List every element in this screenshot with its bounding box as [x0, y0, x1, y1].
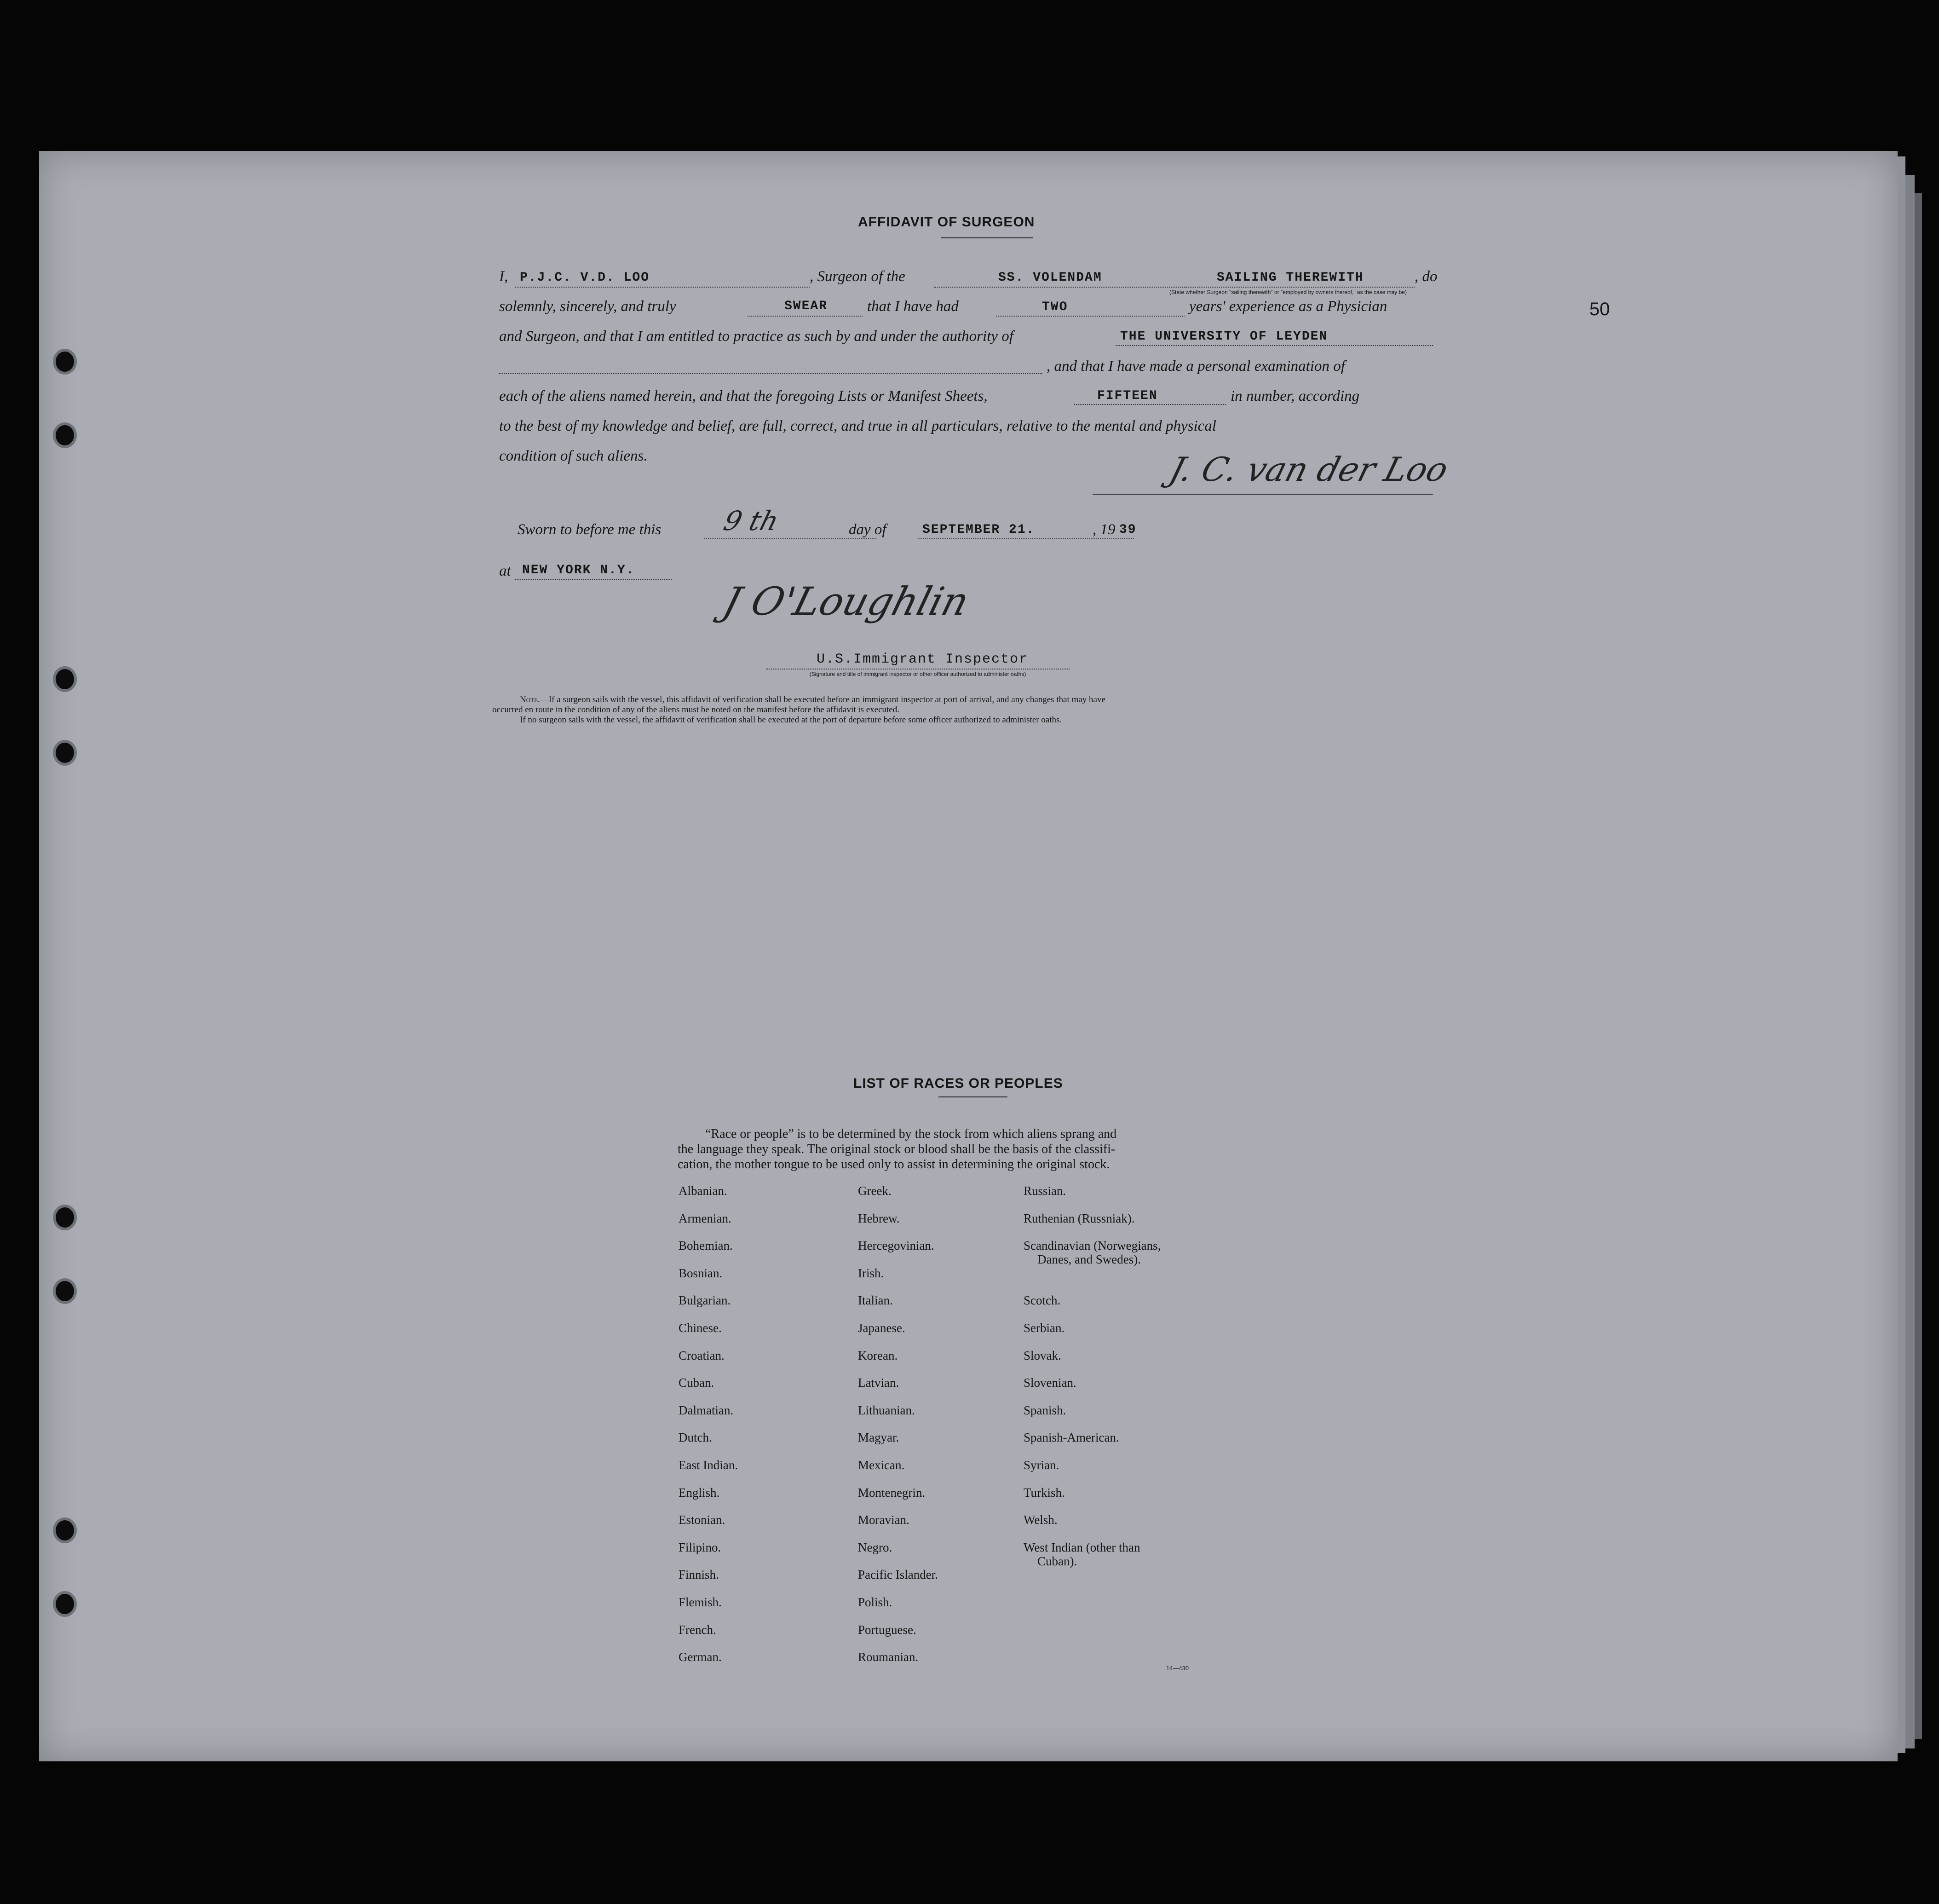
race-item: Bosnian.	[679, 1266, 723, 1280]
race-item: Irish.	[858, 1266, 884, 1280]
note-text: —If a surgeon sails with the vessel, this affidavit of verification shall be executed before an immigrant inspector at port of arrival, and any changes that may have	[540, 695, 1105, 704]
race-item: Cuban.	[679, 1376, 714, 1390]
race-item: Lithuanian.	[858, 1403, 915, 1417]
race-item: Dutch.	[679, 1431, 712, 1445]
page-number: 50	[1589, 299, 1610, 319]
race-item: Polish.	[858, 1595, 892, 1609]
sheets-line	[1074, 404, 1226, 405]
surgeon-name: P.J.C. V.D. LOO	[520, 271, 650, 285]
binder-hole	[53, 349, 77, 375]
races-rule	[938, 1096, 1007, 1097]
race-item: Slovenian.	[1024, 1376, 1076, 1390]
race-item: Slovak.	[1024, 1348, 1061, 1362]
race-item: Japanese.	[858, 1321, 905, 1335]
race-item: Bohemian.	[679, 1239, 733, 1253]
intro-text: the language they speak. The original stock or blood shall be the basis of the classifi-	[678, 1142, 1116, 1156]
day-line	[704, 538, 876, 539]
race-item: Latvian.	[858, 1376, 899, 1390]
affidavit-title: AFFIDAVIT OF SURGEON	[858, 214, 1035, 230]
authority-line	[1116, 345, 1433, 346]
sworn-month: SEPTEMBER 21.	[922, 523, 1035, 537]
race-item: Serbian.	[1024, 1321, 1065, 1335]
race-item: English.	[679, 1485, 720, 1500]
name-line	[515, 287, 810, 288]
affidavit-text: that I have had	[867, 298, 959, 315]
race-item: Magyar.	[858, 1431, 899, 1445]
sworn-place: NEW YORK N.Y.	[522, 563, 635, 577]
race-item: Portuguese.	[858, 1622, 916, 1637]
page-edge	[1905, 175, 1915, 1748]
race-item: Spanish-American.	[1024, 1431, 1119, 1445]
sworn-day: 9 th	[720, 505, 783, 537]
binder-hole	[53, 666, 77, 692]
race-item: East Indian.	[679, 1458, 738, 1472]
race-item: Dalmatian.	[679, 1403, 734, 1417]
races-intro	[678, 1126, 1257, 1172]
affidavit-text: , and that I have made a personal examination of	[1047, 358, 1345, 375]
intro-text: “Race or people” is to be determined by the stock from which aliens sprang and	[705, 1127, 1117, 1141]
race-item: Filipino.	[679, 1540, 721, 1554]
sheet-count: FIFTEEN	[1097, 389, 1158, 403]
binder-hole	[53, 1278, 77, 1304]
intro-text: cation, the mother tongue to be used only to assist in determining the original stock.	[678, 1157, 1110, 1171]
affidavit-text: I,	[499, 268, 508, 285]
affidavit-text: solemnly, sincerely, and truly	[499, 298, 676, 315]
years-line	[996, 316, 1185, 317]
inspector-title: U.S.Immigrant Inspector	[817, 652, 1029, 667]
race-item: Ruthenian (Russniak).	[1024, 1211, 1135, 1225]
race-item: Greek.	[858, 1184, 892, 1198]
race-item: Estonian.	[679, 1513, 725, 1527]
race-item: Scotch.	[1024, 1293, 1061, 1308]
affidavit-text: condition of such aliens.	[499, 448, 648, 464]
race-item: Hebrew.	[858, 1211, 900, 1225]
race-item: Syrian.	[1024, 1458, 1059, 1472]
binder-hole	[53, 422, 77, 448]
place-line	[515, 579, 672, 580]
oath-line	[748, 316, 863, 317]
race-item: Korean.	[858, 1348, 898, 1362]
race-item: Mexican.	[858, 1458, 905, 1472]
race-item: Scandinavian (Norwegians,	[1024, 1239, 1161, 1253]
binder-hole	[53, 740, 77, 766]
note-text: If no surgeon sails with the vessel, the affidavit of verification shall be executed at the port of departure before some officer authorized to administer oaths.	[520, 715, 1062, 725]
affidavit-text: and Surgeon, and that I am entitled to practice as such by and under the authority of	[499, 328, 1013, 345]
inspector-caption: (Signature and title of immigrant inspector or other officer authorized to administer oaths)	[809, 671, 1026, 677]
binder-hole	[53, 1591, 77, 1617]
race-item: Danes, and Swedes).	[1037, 1252, 1141, 1266]
affidavit-text: years' experience as a Physician	[1189, 298, 1387, 315]
authority-line-2	[499, 373, 1042, 374]
years-experience: TWO	[1042, 300, 1068, 314]
note-text: occurred en route in the condition of any of the aliens must be noted on the manifest before the affidavit is executed.	[492, 705, 899, 715]
race-item: Roumanian.	[858, 1650, 919, 1664]
race-item: Flemish.	[679, 1595, 722, 1609]
form-number: 14—430	[1166, 1665, 1189, 1672]
oath-type: SWEAR	[784, 299, 828, 313]
inspector-signature: J O'Loughlin	[718, 579, 974, 624]
race-item: Finnish.	[679, 1568, 719, 1582]
binder-hole	[53, 1205, 77, 1230]
surgeon-status: SAILING THEREWITH	[1217, 271, 1364, 285]
status-line	[1185, 287, 1415, 288]
affidavit-text: at	[499, 563, 511, 579]
affidavit-text: , Surgeon of the	[810, 268, 905, 285]
race-item: Montenegrin.	[858, 1485, 926, 1500]
race-item: Hercegovinian.	[858, 1239, 934, 1253]
affidavit-note	[492, 695, 1435, 725]
affidavit-text: day of	[849, 521, 886, 538]
vessel-name: SS. VOLENDAM	[998, 271, 1102, 285]
affidavit-text: Sworn to before me this	[518, 521, 662, 538]
race-item: Welsh.	[1024, 1513, 1058, 1527]
races-title: LIST OF RACES OR PEOPLES	[853, 1076, 1063, 1091]
race-item: Pacific Islander.	[858, 1568, 938, 1582]
race-item: Chinese.	[679, 1321, 722, 1335]
status-note: (State whether Surgeon "sailing therewith" or "employed by owners thereof," as the case may be)	[1169, 289, 1407, 295]
race-item: German.	[679, 1650, 722, 1664]
affidavit-text: , do	[1415, 268, 1438, 285]
race-item: Russian.	[1024, 1184, 1066, 1198]
race-item: Albanian.	[679, 1184, 727, 1198]
signature-line	[1093, 494, 1433, 495]
note-label: Note.	[520, 695, 540, 704]
page-edge	[1915, 193, 1922, 1739]
affidavit-text: each of the aliens named herein, and that the foregoing Lists or Manifest Sheets,	[499, 388, 988, 404]
race-item: Negro.	[858, 1540, 892, 1554]
vessel-line	[934, 287, 1185, 288]
licensing-authority: THE UNIVERSITY OF LEYDEN	[1120, 329, 1328, 344]
race-item: Bulgarian.	[679, 1293, 731, 1308]
race-item: West Indian (other than	[1024, 1540, 1140, 1554]
title-rule	[941, 237, 1033, 238]
race-item: Spanish.	[1024, 1403, 1066, 1417]
month-line	[918, 538, 1134, 539]
affidavit-text: in number, according	[1231, 388, 1360, 404]
race-item: Turkish.	[1024, 1485, 1065, 1500]
race-item: Armenian.	[679, 1211, 731, 1225]
race-item: French.	[679, 1622, 716, 1637]
surgeon-signature: J. C. van der Loo	[1165, 450, 1452, 489]
document-page	[39, 151, 1898, 1761]
race-item: Moravian.	[858, 1513, 909, 1527]
sworn-year: 39	[1119, 523, 1137, 537]
binder-hole	[53, 1517, 77, 1543]
race-item: Cuban).	[1037, 1554, 1077, 1568]
race-item: Croatian.	[679, 1348, 725, 1362]
affidavit-text: to the best of my knowledge and belief, are full, correct, and true in all particulars, relative to the mental and physical	[499, 418, 1216, 434]
affidavit-text: , 19	[1093, 521, 1116, 538]
race-item: Italian.	[858, 1293, 893, 1308]
